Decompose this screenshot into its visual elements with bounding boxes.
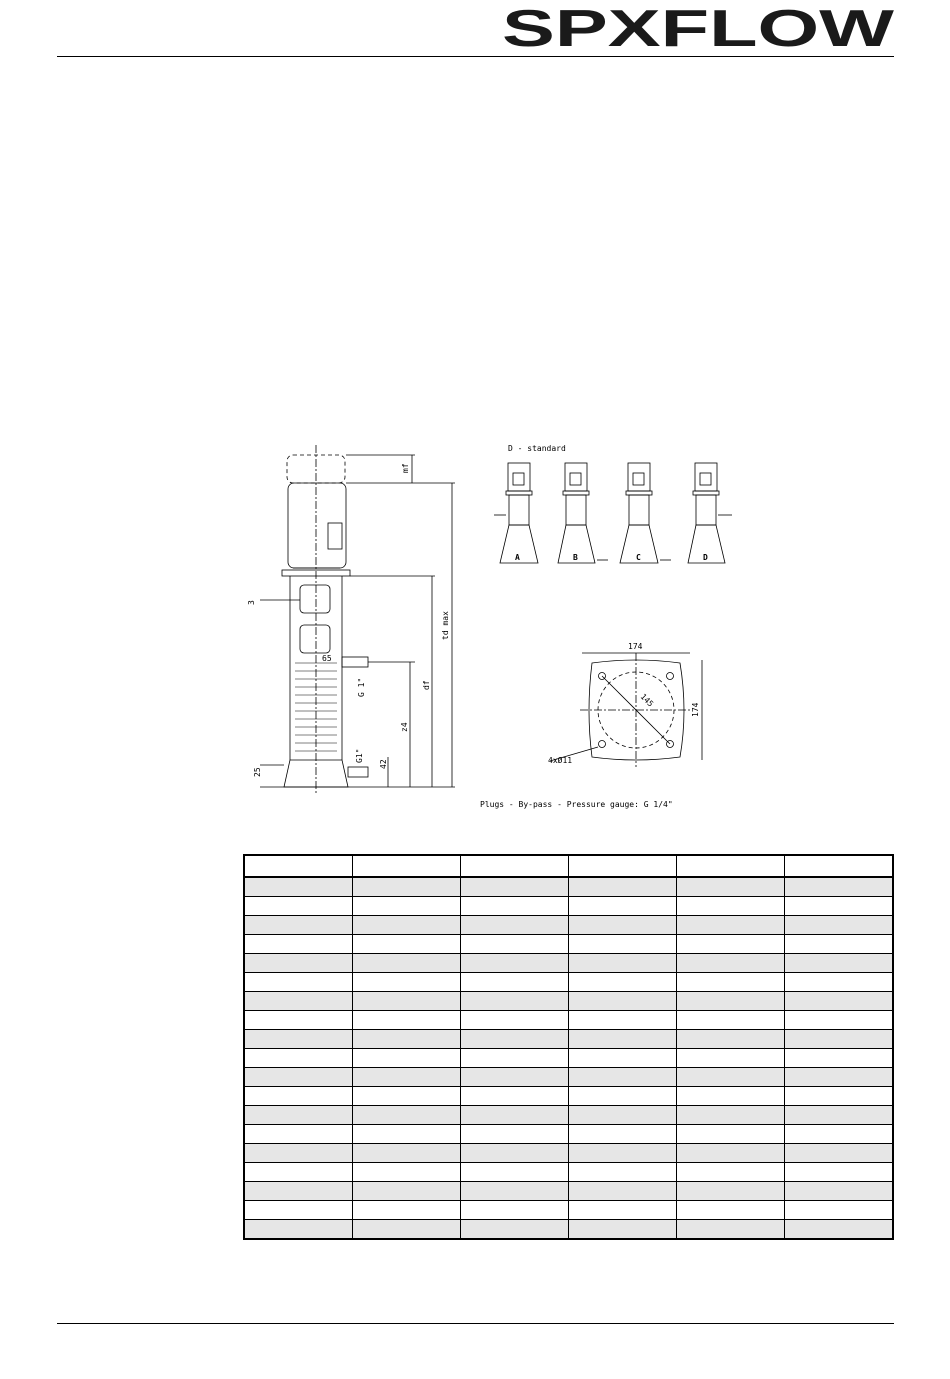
table-row [244,1144,893,1163]
table-cell [677,954,785,973]
table-cell [244,1220,352,1240]
table-cell [568,1144,676,1163]
table-cell [244,1201,352,1220]
table-cell [785,1144,893,1163]
table-cell [568,973,676,992]
table-cell [677,1201,785,1220]
table-cell [244,1163,352,1182]
table-cell [244,877,352,897]
table-cell [677,935,785,954]
table-cell [785,1220,893,1240]
table-cell [785,954,893,973]
table-cell [352,1068,460,1087]
table-cell [568,1087,676,1106]
table-cell [460,973,568,992]
table-header-row [244,855,893,877]
table-cell [352,1144,460,1163]
table-cell [568,1220,676,1240]
header-rule [57,56,894,57]
variant-label-b: B [573,553,578,562]
table-row [244,1182,893,1201]
table-cell [352,1087,460,1106]
table-cell [460,1011,568,1030]
table-cell [244,1106,352,1125]
pump-dimension-drawing [240,435,740,815]
table-cell [460,877,568,897]
table-cell [244,1125,352,1144]
table-cell [785,1011,893,1030]
table-cell [785,1182,893,1201]
footer-rule [57,1323,894,1324]
table-cell [352,954,460,973]
table-cell [352,1220,460,1240]
table-row [244,1220,893,1240]
table-cell [352,897,460,916]
table-cell [568,1106,676,1125]
table-cell [352,992,460,1011]
table-cell [785,1087,893,1106]
table-cell [460,1030,568,1049]
table-row [244,877,893,897]
table-cell [352,877,460,897]
table-cell [460,897,568,916]
variant-c [620,463,671,563]
table-cell [568,1182,676,1201]
table-cell [677,1163,785,1182]
dim-df: df [422,680,431,690]
table-cell [568,1049,676,1068]
table-cell [352,1201,460,1220]
table-cell [352,935,460,954]
table-cell [677,1106,785,1125]
table-row [244,1125,893,1144]
table-cell [460,935,568,954]
table-header-cell [568,855,676,877]
table-cell [352,973,460,992]
logo-text: SPXFLOW [502,4,896,50]
table-row [244,1011,893,1030]
table-row [244,1068,893,1087]
dim-z4: z4 [400,722,409,732]
table-cell [785,897,893,916]
dim-3: 3 [247,600,256,605]
table-cell [352,1011,460,1030]
variant-d [688,463,732,563]
table-row [244,954,893,973]
table-cell [568,1068,676,1087]
table-cell [460,954,568,973]
table-cell [677,916,785,935]
table-cell [352,1030,460,1049]
table-cell [677,897,785,916]
table-cell [785,1068,893,1087]
table-row [244,1087,893,1106]
table-cell [785,973,893,992]
table-row [244,897,893,916]
table-cell [568,935,676,954]
table-cell [352,1125,460,1144]
table-row [244,935,893,954]
table-cell [244,916,352,935]
table-cell [460,1049,568,1068]
table-cell [460,1144,568,1163]
table-cell [460,1087,568,1106]
table-cell [677,1049,785,1068]
table-cell [244,1011,352,1030]
table-cell [568,897,676,916]
dimensions-table [243,854,894,1240]
table-cell [460,1182,568,1201]
dim-25: 25 [253,767,262,777]
table-row [244,1201,893,1220]
drawing-note: Plugs - By-pass - Pressure gauge: G 1/4" [480,800,673,809]
table-cell [677,1087,785,1106]
table-cell [785,992,893,1011]
table-cell [785,1163,893,1182]
dim-mf: mf [401,463,410,473]
table-cell [244,992,352,1011]
table-cell [785,1030,893,1049]
variant-label-d: D [703,553,708,562]
table-cell [568,877,676,897]
table-cell [352,1163,460,1182]
table-cell [785,1049,893,1068]
table-cell [677,973,785,992]
variant-label-a: A [515,553,520,562]
table-cell [352,1106,460,1125]
variant-a [494,463,538,563]
table-cell [568,1163,676,1182]
table-row [244,1049,893,1068]
pump-elevation [260,445,455,795]
flange-plan [550,653,702,767]
table-cell [244,897,352,916]
table-cell [244,1182,352,1201]
table-cell [460,992,568,1011]
table-cell [677,877,785,897]
table-cell [244,973,352,992]
table-cell [568,916,676,935]
variant-label-c: C [636,553,641,562]
table-cell [568,954,676,973]
dim-g1-upper: G 1" [357,677,366,697]
variant-b [558,463,608,563]
dim-42: 42 [379,759,388,769]
table-cell [460,1220,568,1240]
table-cell [677,1068,785,1087]
table-cell [244,1144,352,1163]
table-cell [677,1030,785,1049]
table-cell [677,992,785,1011]
table-cell [677,1011,785,1030]
table-cell [785,1201,893,1220]
dim-65: 65 [322,654,332,663]
table-cell [244,1049,352,1068]
flange-width: 174 [628,642,643,651]
table-cell [460,1163,568,1182]
table-header-cell [244,855,352,877]
table-row [244,973,893,992]
table-cell [352,1182,460,1201]
table-cell [568,1201,676,1220]
table-cell [352,1049,460,1068]
table-body [244,877,893,1239]
table-row [244,916,893,935]
table-header-cell [677,855,785,877]
table-cell [677,1182,785,1201]
table-cell [785,1125,893,1144]
table-cell [244,935,352,954]
table-cell [677,1125,785,1144]
table-cell [244,1087,352,1106]
table-header-cell [785,855,893,877]
table-cell [568,1030,676,1049]
table-row [244,992,893,1011]
table-header-cell [460,855,568,877]
table-cell [244,954,352,973]
table-cell [352,916,460,935]
table-cell [460,1125,568,1144]
table-cell [460,1201,568,1220]
table-cell [244,1068,352,1087]
table-cell [568,992,676,1011]
table-cell [460,916,568,935]
flange-diag: 145 [638,692,656,709]
dim-td-max: td max [441,611,450,640]
table-cell [785,877,893,897]
flange-holes: 4xØ11 [548,756,573,765]
spxflow-logo [500,4,896,50]
table-row [244,1106,893,1125]
table-cell [568,1125,676,1144]
table-cell [677,1220,785,1240]
table-header-cell [352,855,460,877]
table-cell [785,916,893,935]
table-cell [460,1068,568,1087]
table-cell [460,1106,568,1125]
table-cell [677,1144,785,1163]
table-row [244,1030,893,1049]
table-cell [244,1030,352,1049]
table-row [244,1163,893,1182]
flange-height: 174 [691,702,700,717]
table-cell [785,935,893,954]
table-cell [568,1011,676,1030]
table-cell [785,1106,893,1125]
variants-title: D - standard [508,444,566,453]
dim-g1-lower: G1" [355,748,364,763]
